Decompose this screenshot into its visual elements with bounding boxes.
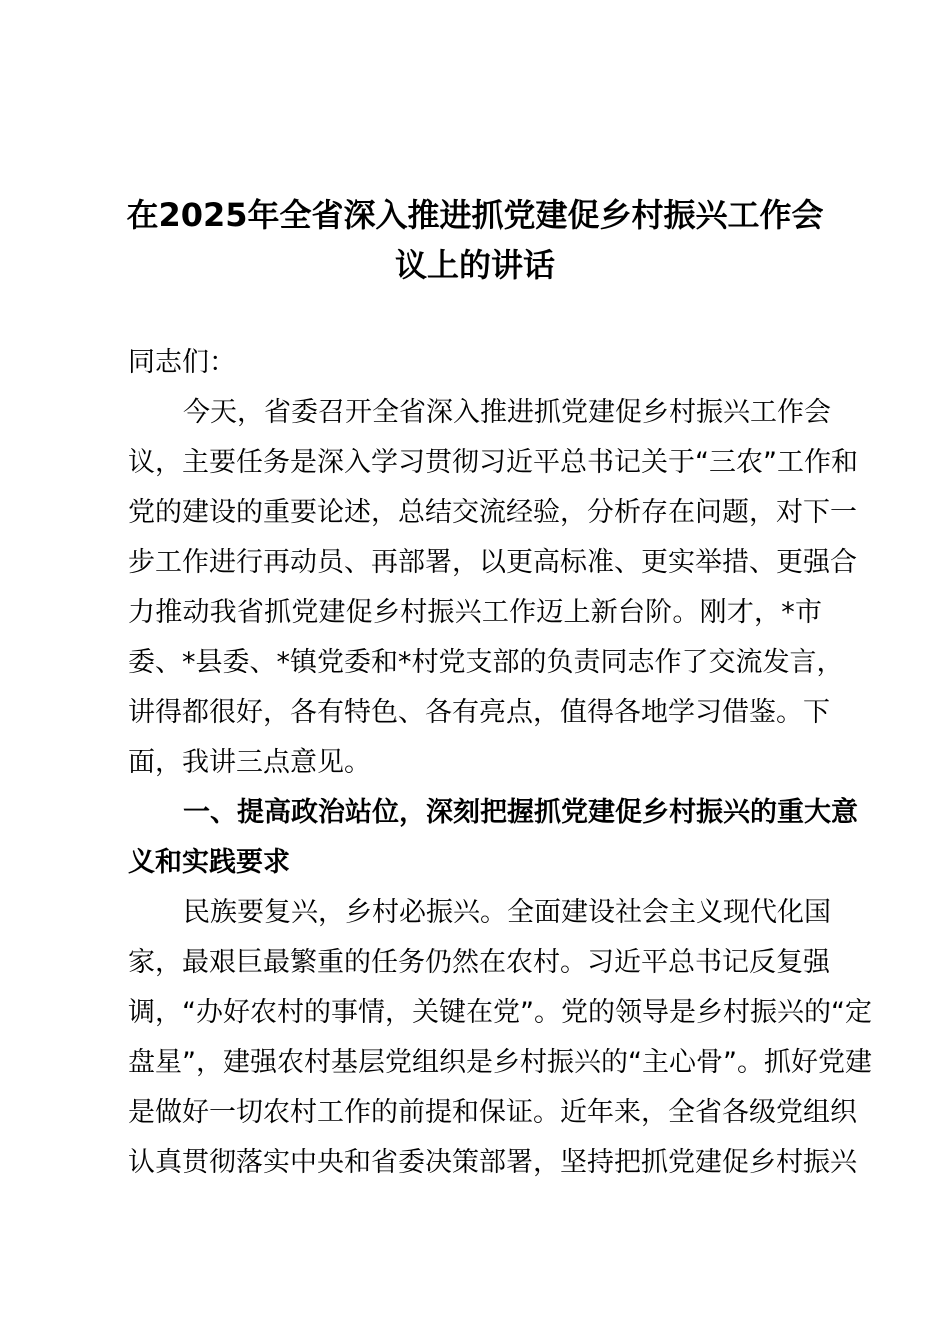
heading-line: 义和实践要求 [128, 847, 290, 878]
text-line: 议，主要任务是深入学习贯彻习近平总书记关于“三农”工作和 [128, 447, 858, 478]
document-title-line-1: 在2025年全省深入推进抓党建促乡村振兴工作会 [126, 196, 824, 234]
paragraph-section-1 [128, 888, 872, 1188]
text-line: 委、*县委、*镇党委和*村党支部的负责同志作了交流发言， [128, 647, 844, 678]
salutation: 同志们： [128, 347, 236, 378]
text-line: 力推动我省抓党建促乡村振兴工作迈上新台阶。刚才，*市 [128, 597, 822, 628]
paragraph-intro [128, 388, 858, 788]
text-line: 面，我讲三点意见。 [128, 747, 371, 778]
document-title-line-2: 议上的讲话 [394, 246, 555, 284]
section-heading-1 [128, 788, 858, 888]
text-line: 讲得都很好，各有特色、各有亮点，值得各地学习借鉴。下 [128, 697, 830, 728]
document-body [128, 338, 872, 1188]
text-line: 是做好一切农村工作的前提和保证。近年来，全省各级党组织 [128, 1097, 857, 1128]
text-line: 党的建设的重要论述，总结交流经验，分析存在问题，对下一 [128, 497, 857, 528]
text-line: 步工作进行再动员、再部署，以更高标准、更实举措、更强合 [128, 547, 857, 578]
text-line: 家，最艰巨最繁重的任务仍然在农村。习近平总书记反复强 [128, 947, 830, 978]
text-line: 盘星”，建强农村基层党组织是乡村振兴的“主心骨”。抓好党建 [128, 1047, 872, 1078]
text-line: 今天，省委召开全省深入推进抓党建促乡村振兴工作会 [183, 397, 831, 428]
text-line: 调，“办好农村的事情，关键在党”。党的领导是乡村振兴的“定 [128, 997, 872, 1028]
text-line: 民族要复兴，乡村必振兴。全面建设社会主义现代化国 [183, 897, 831, 928]
text-line: 认真贯彻落实中央和省委决策部署，坚持把抓党建促乡村振兴 [128, 1147, 857, 1178]
heading-line: 一、提高政治站位，深刻把握抓党建促乡村振兴的重大意 [183, 797, 858, 828]
